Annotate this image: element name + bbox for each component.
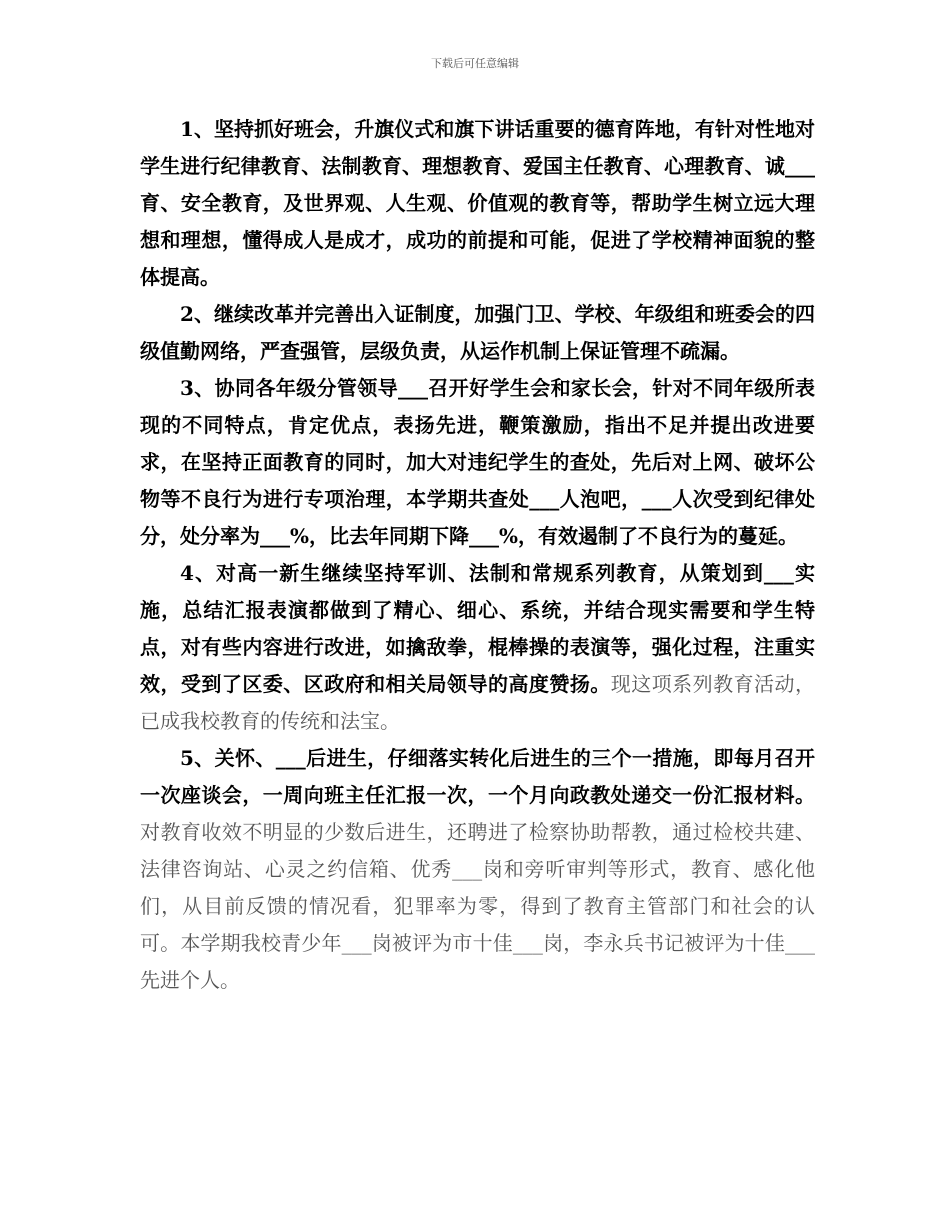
paragraph-2: [140, 296, 815, 370]
paragraph-5-text: 5、关怀、___后进生，仔细落实转化后进生的三个一措施，即每月召开一次座谈会，一周向班主任汇报一次，一个月向政教处递交一份汇报材料。: [140, 746, 815, 807]
paragraph-5-extra: 对教育收效不明显的少数后进生，还聘进了检察协助帮教，通过检校共建、法律咨询站、心灵之约信箱、优秀___岗和旁听审判等形式，教育、感化他们，从目前反馈的情况看，犯罪率为零，得到了教育主管部门和社会的认可。本学期我校青少年___岗被评为市十佳___岗，李永兵书记被评为十佳___先进个人。: [140, 820, 815, 992]
page-header: 下载后可任意编辑: [431, 57, 519, 70]
paragraph-5: [140, 740, 815, 999]
document-body: [140, 111, 815, 999]
paragraph-3: [140, 370, 815, 555]
paragraph-1-text: 1、坚持抓好班会，升旗仪式和旗下讲话重要的德育阵地，有针对性地对学生进行纪律教育、法制教育、理想教育、爱国主任教育、心理教育、诚___育、安全教育，及世界观、人生观、价值观的教育等，帮助学生树立远大理想和理想，懂得成人是成才，成功的前提和可能，促进了学校精神面貌的整体提高。: [140, 117, 815, 289]
paragraph-1: [140, 111, 815, 296]
paragraph-4-extra: 现这项系列教育活动，已成我校教育的传统和法宝。: [140, 672, 815, 733]
paragraph-4: [140, 555, 815, 740]
paragraph-2-text: 2、继续改革并完善出入证制度，加强门卫、学校、年级组和班委会的四级值勤网络，严查强管，层级负责，从运作机制上保证管理不疏漏。: [140, 302, 815, 363]
paragraph-3-text: 3、协同各年级分管领导___召开好学生会和家长会，针对不同年级所表现的不同特点，肯定优点，表扬先进，鞭策激励，指出不足并提出改进要求，在坚持正面教育的同时，加大对违纪学生的查处，先后对上网、破坏公物等不良行为进行专项治理，本学期共查处___人泡吧，___人次受到纪律处分，处分率为___%，比去年同期下降___%，有效遏制了不良行为的蔓延。: [140, 376, 815, 548]
paragraph-4-text: 4、对高一新生继续坚持军训、法制和常规系列教育，从策划到___实施，总结汇报表演都做到了精心、细心、系统，并结合现实需要和学生特点，对有些内容进行改进，如擒敌拳，棍棒操的表演等，强化过程，注重实效，受到了区委、区政府和相关局领导的高度赞扬。: [140, 561, 815, 696]
